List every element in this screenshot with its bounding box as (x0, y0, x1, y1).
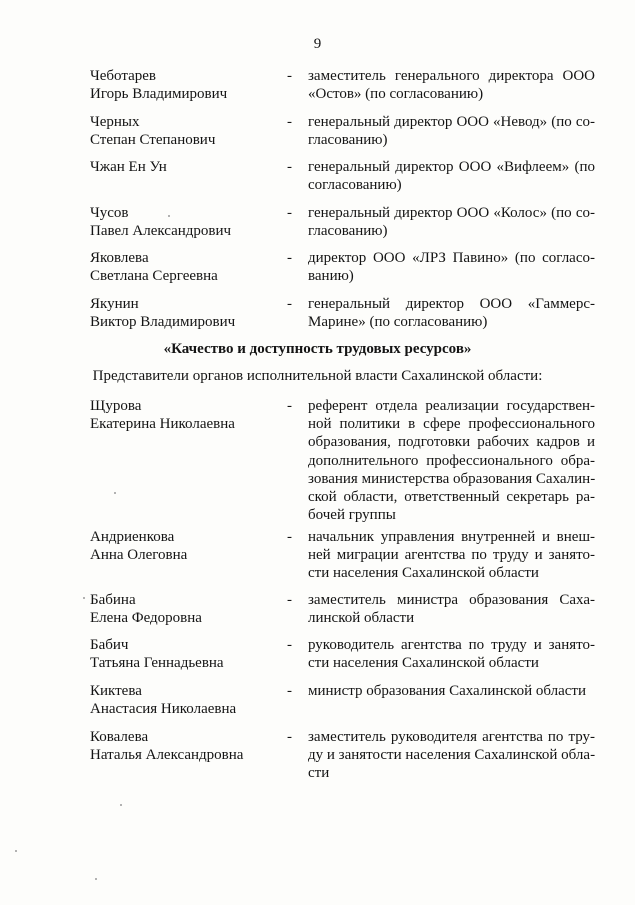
person-name (90, 113, 280, 149)
separator-dash: - (287, 114, 292, 130)
scan-speck (120, 804, 122, 806)
given-names: Анастасия Николаевна (90, 701, 237, 718)
given-names: Степан Степанович (90, 132, 216, 149)
description-line: «Остов» (по согласованию) (308, 86, 484, 103)
surname: Яковлева (90, 250, 149, 266)
position-description (308, 728, 595, 783)
separator-dash: - (287, 529, 292, 545)
description-line: ванию) (308, 268, 354, 285)
description-line: генеральный директор ООО «Вифлеем» (по (308, 159, 595, 175)
scan-speck (95, 878, 97, 880)
person-name (90, 249, 280, 285)
position-description (308, 295, 595, 331)
given-names: Елена Федоровна (90, 610, 202, 627)
separator-dash: - (287, 159, 292, 175)
page-number: 9 (313, 36, 322, 52)
scan-speck (15, 850, 17, 852)
given-names: Павел Александрович (90, 223, 232, 240)
description-line: линской области (308, 610, 415, 627)
separator-dash: - (287, 398, 292, 414)
surname: Андриенкова (90, 529, 175, 545)
position-description (308, 204, 595, 240)
description-line: гласованию) (308, 132, 388, 149)
surname: Ковалева (90, 729, 149, 745)
position-description (308, 528, 595, 583)
given-names: Светлана Сергеевна (90, 268, 218, 285)
description-line: директор ООО «ЛРЗ Павино» (по согласо- (308, 250, 595, 266)
person-name (90, 204, 280, 240)
description-line: ской области, ответственный секретарь ра- (308, 489, 595, 506)
person-name (90, 528, 280, 564)
position-description (308, 158, 595, 194)
given-names: Наталья Александровна (90, 747, 244, 764)
description-line: ней миграции агентства по труду и занято- (308, 547, 595, 564)
description-line: Марине» (по согласованию) (308, 314, 488, 331)
given-names: Виктор Владимирович (90, 314, 236, 331)
given-names: Екатерина Николаевна (90, 416, 235, 433)
description-line: согласованию) (308, 177, 402, 194)
description-line: заместитель руководителя агентства по тру- (308, 729, 595, 745)
description-line: руководитель агентства по труду и занято- (308, 637, 595, 653)
description-line: генеральный директор ООО «Невод» (по со- (308, 114, 595, 130)
person-name (90, 636, 280, 672)
description-line: сти населения Сахалинской области (308, 565, 539, 582)
section-title: «Качество и доступность трудовых ресурсов» (163, 341, 472, 357)
surname: Черных (90, 114, 140, 130)
surname: Бабич (90, 637, 129, 653)
separator-dash: - (287, 637, 292, 653)
scan-speck (83, 597, 85, 599)
description-line: бочей группы (308, 507, 396, 524)
surname: Якунин (90, 296, 139, 312)
position-description (308, 591, 595, 627)
person-name (90, 295, 280, 331)
surname: Киктева (90, 683, 142, 699)
position-description (308, 636, 595, 672)
description-line: генеральный директор ООО «Гаммерс- (308, 296, 595, 312)
given-names: Татьяна Геннадьевна (90, 655, 224, 672)
surname: Чеботарев (90, 68, 156, 84)
description-line: сти населения Сахалинской области (308, 655, 539, 672)
description-line: заместитель генерального директора ООО (308, 68, 595, 84)
description-line: заместитель министра образования Саха- (308, 592, 595, 608)
separator-dash: - (287, 250, 292, 266)
description-line: ной политики в сфере профессионального (308, 416, 595, 433)
description-line: министр образования Сахалинской области (308, 683, 586, 699)
person-name (90, 67, 280, 103)
section-subtitle: Представители органов исполнительной власти Сахалинской области: (92, 368, 543, 384)
person-name (90, 682, 280, 718)
description-line: сти (308, 765, 330, 782)
surname: Чусов (90, 205, 129, 221)
separator-dash: - (287, 68, 292, 84)
description-line: ду и занятости населения Сахалинской обла- (308, 747, 596, 764)
given-names: Анна Олеговна (90, 547, 188, 564)
separator-dash: - (287, 205, 292, 221)
description-line: генеральный директор ООО «Колос» (по со- (308, 205, 595, 221)
position-description (308, 397, 595, 524)
scan-speck (168, 215, 170, 217)
position-description (308, 249, 595, 285)
description-line: гласованию) (308, 223, 388, 240)
full-name: Чжан Ен Ун (90, 159, 167, 175)
separator-dash: - (287, 729, 292, 745)
person-name (90, 158, 280, 176)
description-line: начальник управления внутренней и внеш- (308, 529, 595, 545)
position-description (308, 67, 595, 103)
separator-dash: - (287, 592, 292, 608)
person-name (90, 397, 280, 433)
person-name (90, 591, 280, 627)
person-name (90, 728, 280, 764)
description-line: образования, подготовки рабочих кадров и (308, 434, 595, 451)
surname: Щурова (90, 398, 142, 414)
given-names: Игорь Владимирович (90, 86, 228, 103)
surname: Бабина (90, 592, 136, 608)
description-line: зования министерства образования Сахалин- (308, 470, 596, 487)
scan-speck (114, 492, 116, 494)
description-line: референт отдела реализации государствен- (308, 398, 595, 414)
position-description (308, 113, 595, 149)
separator-dash: - (287, 683, 292, 699)
position-description (308, 682, 595, 700)
description-line: дополнительного профессионального обра- (308, 452, 595, 469)
separator-dash: - (287, 296, 292, 312)
